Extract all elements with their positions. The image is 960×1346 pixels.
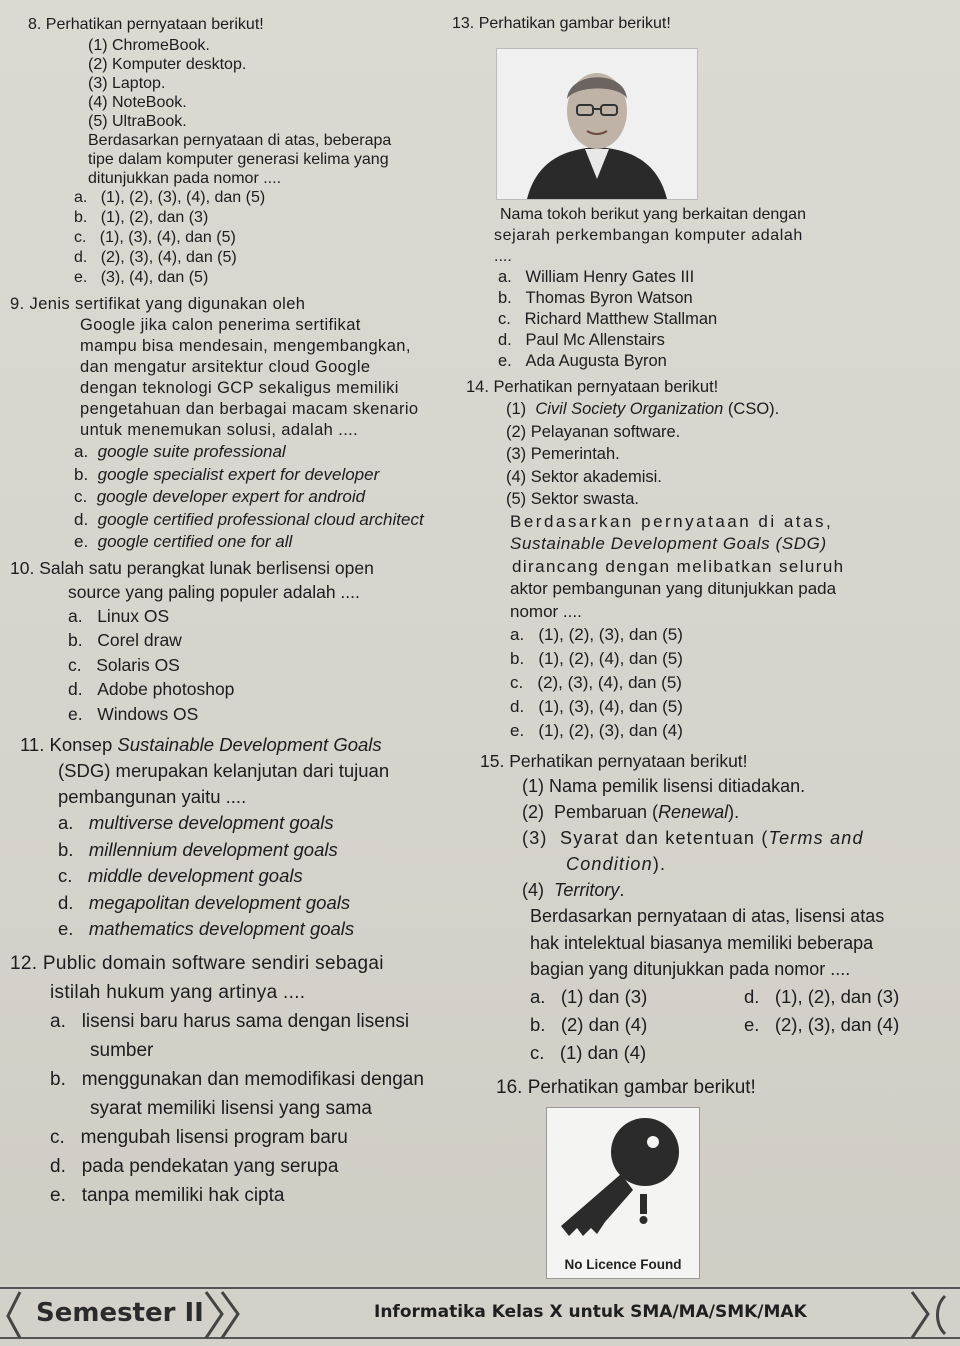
question-15 — [480, 749, 950, 1067]
q10-line: 10. Salah satu perangkat lunak berlisensi open — [10, 557, 374, 578]
q11-line: (SDG) merupakan kelanjutan dari tujuan — [58, 760, 390, 781]
q13-option-c: c. Richard Matthew Stallman — [498, 310, 718, 328]
q15-item: (4) Territory. — [522, 880, 625, 900]
q12-option-b: b. menggunakan dan memodifikasi dengan syarat memiliki lisensi yang sama — [50, 1068, 424, 1119]
q8-item: (4) NoteBook. — [88, 94, 187, 111]
q12-option-d: d. pada pendekatan yang serupa — [50, 1155, 339, 1177]
q15-item: (1) Nama pemilik lisensi ditiadakan. — [522, 776, 806, 796]
q10-line: source yang paling populer adalah .... — [68, 581, 360, 602]
q15-option-d: d. (1), (2), dan (3) — [744, 985, 900, 1007]
q12-option-c: c. mengubah lisensi program baru — [50, 1126, 348, 1148]
q15-option-c: c. (1) dan (4) — [530, 1041, 647, 1063]
q8-item: (1) ChromeBook. — [88, 37, 210, 54]
q10-option-d: d. Adobe photoshop — [68, 679, 235, 699]
q12-line: 12. Public domain software sendiri sebagai — [10, 952, 384, 974]
q14-item-1-text: Civil Society Organization — [535, 400, 724, 418]
no-licence-key-figure — [546, 1107, 700, 1279]
q15-option-b: b. (2) dan (4) — [530, 1013, 648, 1035]
page-footer — [0, 1276, 960, 1346]
q13-caption-line: Nama tokoh berikut yang berkaitan dengan — [500, 206, 806, 223]
q15-body-line: bagian yang ditunjukkan pada nomor .... — [530, 959, 851, 979]
q14-option-d: d. (1), (3), (4), dan (5) — [510, 697, 683, 716]
q9-option-b: b. google specialist expert for developer — [74, 464, 380, 484]
q14-item: (2) Pelayanan software. — [506, 422, 681, 441]
q9-line: dengan teknologi GCP sekaligus memiliki — [80, 379, 399, 397]
q14-item: (5) Sektor swasta. — [506, 490, 639, 508]
q9-line: dan mengatur arsitektur cloud Google — [80, 358, 371, 376]
q12-line: istilah hukum yang artinya .... — [50, 981, 306, 1003]
q14-body-line: nomor .... — [510, 601, 582, 621]
q11-line: 11. Konsep Sustainable Development Goals — [20, 734, 382, 755]
q14-item: (4) Sektor akademisi. — [506, 467, 662, 486]
q13-heading: 13. Perhatikan gambar berikut! — [452, 15, 671, 32]
question-9 — [10, 294, 470, 554]
q16-heading: 16. Perhatikan gambar berikut! — [496, 1076, 756, 1098]
q8-body-line: ditunjukkan pada nomor .... — [88, 170, 282, 187]
q9-line: mampu bisa mendesain, mengembangkan, — [80, 337, 411, 355]
question-11 — [10, 732, 470, 943]
q9-line: Google jika calon penerima sertifikat — [80, 316, 361, 334]
key-warning-icon — [547, 1108, 699, 1248]
q8-option-c: c. (1), (3), (4), dan (5) — [74, 229, 236, 246]
q12-option-e: e. tanpa memiliki hak cipta — [50, 1184, 285, 1206]
q8-option-d: d. (2), (3), (4), dan (5) — [74, 249, 237, 266]
q13-option-d: d. Paul Mc Allenstairs — [498, 331, 665, 349]
q14-item: (1) Civil Society Organization (CSO). — [506, 400, 780, 418]
q15-heading: 15. Perhatikan pernyataan berikut! — [480, 751, 748, 771]
q11-option-d: d. megapolitan development goals — [58, 891, 351, 913]
q13-caption-line: sejarah perkembangan komputer adalah — [494, 227, 803, 244]
q15-body-line: hak intelektual biasanya memiliki beberapa — [530, 932, 874, 953]
right-column — [452, 14, 950, 1279]
q15-option-e: e. (2), (3), dan (4) — [744, 1013, 900, 1035]
q14-heading: 14. Perhatikan pernyataan berikut! — [466, 378, 719, 396]
q8-option-e: e. (3), (4), dan (5) — [74, 269, 209, 286]
question-13 — [452, 14, 950, 372]
q13-option-e: e. Ada Augusta Byron — [498, 352, 667, 370]
q9-line: untuk menemukan solusi, adalah .... — [80, 421, 359, 439]
q8-option-b: b. (1), (2), dan (3) — [74, 209, 209, 226]
q11-option-e: e. mathematics development goals — [58, 918, 355, 939]
q9-option-d: d. google certified professional cloud architect — [74, 509, 424, 529]
q14-body-line: dirancang dengan melibatkan seluruh — [512, 556, 845, 576]
q14-item: (3) Pemerintah. — [506, 445, 620, 463]
q9-line: 9. Jenis sertifikat yang digunakan oleh — [10, 295, 306, 313]
q9-line: pengetahuan dan berbagai macam skenario — [80, 400, 419, 418]
q11-line: pembangunan yaitu .... — [58, 786, 247, 807]
q13-option-b: b. Thomas Byron Watson — [498, 289, 693, 307]
q10-option-c: c. Solaris OS — [68, 654, 180, 675]
person-photo — [496, 48, 698, 200]
q14-option-c: c. (2), (3), (4), dan (5) — [510, 673, 682, 692]
q14-option-b: b. (1), (2), (4), dan (5) — [510, 649, 683, 668]
q10-option-e: e. Windows OS — [68, 703, 199, 724]
q9-option-e: e. google certified one for all — [74, 532, 293, 551]
q11-option-a: a. multiverse development goals — [58, 812, 334, 833]
q9-option-a: a. google suite professional — [74, 442, 286, 461]
person-portrait-icon — [497, 49, 697, 199]
q15-renewal-term: Renewal — [658, 802, 729, 822]
question-16 — [480, 1075, 950, 1279]
q11-option-c: c. middle development goals — [58, 865, 303, 886]
q9-option-c: c. google developer expert for android — [74, 487, 366, 506]
q15-item: (2) Pembaruan (Renewal). — [522, 802, 740, 822]
q8-body-line: Berdasarkan pernyataan di atas, beberapa — [88, 132, 392, 149]
q15-body-line: Berdasarkan pernyataan di atas, lisensi atas — [530, 906, 885, 926]
q14-body-line: aktor pembangunan yang ditunjukkan pada — [510, 579, 837, 598]
q13-option-a: a. William Henry Gates III — [498, 268, 695, 286]
q14-option-a: a. (1), (2), (3), dan (5) — [510, 625, 683, 644]
semester-label: Semester II — [36, 1298, 204, 1328]
q10-option-a: a. Linux OS — [68, 605, 170, 626]
q11-option-b: b. millennium development goals — [58, 838, 338, 860]
q8-body-line: tipe dalam komputer generasi kelima yang — [88, 151, 389, 168]
question-12 — [10, 949, 470, 1210]
q15-option-a: a. (1) dan (3) — [530, 985, 648, 1007]
q14-body-line: Sustainable Development Goals (SDG) — [510, 534, 827, 553]
q8-item: (3) Laptop. — [88, 75, 166, 92]
question-14 — [466, 376, 950, 743]
q15-territory-term: Territory — [554, 880, 620, 900]
q8-heading: 8. Perhatikan pernyataan berikut! — [28, 16, 264, 33]
q10-option-b: b. Corel draw — [68, 630, 182, 650]
q15-item: (3) Syarat dan ketentuan (Terms and Condition). — [522, 828, 864, 874]
q14-option-e: e. (1), (2), (3), dan (4) — [510, 721, 683, 740]
q11-sdg-term: Sustainable Development Goals — [117, 734, 382, 755]
q8-item: (5) UltraBook. — [88, 113, 187, 130]
q8-item: (2) Komputer desktop. — [88, 56, 247, 73]
left-column — [10, 14, 470, 1210]
question-8 — [10, 14, 470, 288]
q12-option-a: a. lisensi baru harus sama dengan lisensi sumber — [50, 1010, 410, 1061]
question-10 — [10, 556, 470, 727]
q13-caption-line: .... — [494, 248, 512, 265]
key-figure-label: No Licence Found — [564, 1256, 682, 1272]
q14-body-line: Berdasarkan pernyataan di atas, — [510, 511, 834, 531]
q8-option-a: a. (1), (2), (3), (4), dan (5) — [74, 189, 266, 206]
book-title: Informatika Kelas X untuk SMA/MA/SMK/MAK — [374, 1302, 807, 1322]
